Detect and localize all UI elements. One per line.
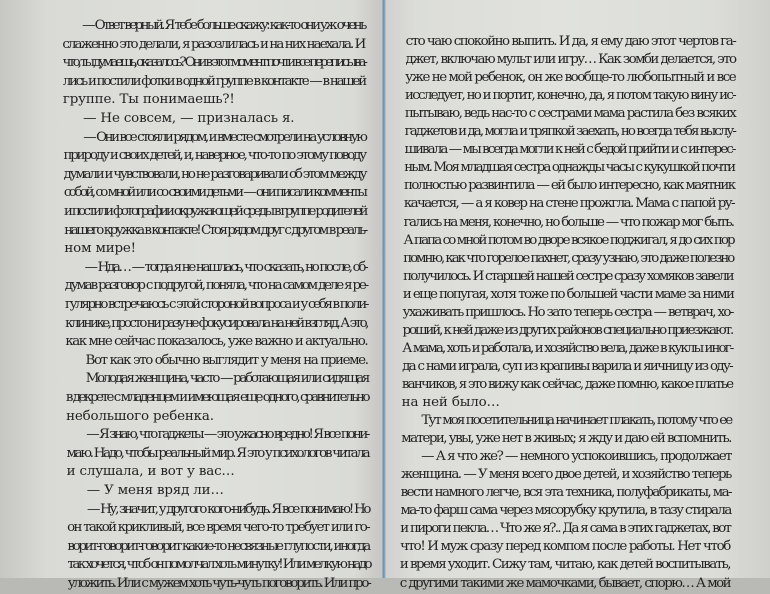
text-line: клинике, просто ни разу не фокусировала на ней взгляд. А это,	[65, 315, 367, 331]
text-line: да с нами играла, суп из крапивы варила и яичницу из оду-	[402, 358, 732, 374]
text-line: как мне сейчас показалось, уже важно и актуально.	[65, 334, 368, 350]
text-line: — У меня вряд ли…	[86, 483, 224, 498]
text-line: — Ну, значит, у другого кого-нибудь. Я все понимаю! Но	[86, 501, 370, 517]
text-line: думав разговор с подругой, поняла, что на самом деле я ре-	[64, 278, 368, 294]
text-line: джет, включаю мульт или игру… Как зомби делается, это	[405, 52, 736, 68]
text-line: думали и чувствовали, но не разговаривали об этом между	[63, 166, 366, 182]
text-line: и время уходит. Сижу там, читаю, как детей воспитывать,	[399, 557, 730, 573]
text-line: и пироги пекла… Что же я?.. Да я сама в этих гаджетах, вот	[400, 521, 731, 537]
text-line: небольшого ребенка.	[66, 408, 214, 424]
text-line: Молодая женщина, часто — работающая или сидящая	[85, 371, 369, 387]
text-line: Тут моя посетительница начинает плакать, потому что ее	[421, 413, 732, 429]
text-line: группе. Ты понимаешь?!	[62, 92, 235, 108]
text-line: что! И муж сразу перед компом после работы. Нет чтоб	[400, 539, 730, 555]
text-line: природу и своих детей, и, наверное, что-то по этому поводу	[63, 148, 365, 164]
text-line: ванчиков, я это вижу как сейчас, даже помню, какое платье	[401, 376, 733, 392]
text-line: — А я что же? — немного успокоившись, продолжает	[421, 449, 732, 465]
text-line: матери, увы, уже нет в живых; я жду и даю ей вспомнить.	[401, 431, 731, 447]
text-line: на ней было…	[401, 395, 500, 410]
text-line: — Не совсем, — призналась я.	[83, 111, 295, 126]
text-line: уложить. Или с мужем хоть чуть-чуть поговорить. Или про-	[67, 576, 370, 591]
text-line: нашего кружка в контакте! Стоя рядом друг с другом в реаль-	[64, 222, 366, 238]
text-line: что, ты думаешь, оказалось? Они в этот момент почти все переписыва-	[62, 55, 365, 71]
text-line: — Я знаю, что гаджеты — это ужасно вредно! Я все пони-	[86, 427, 368, 443]
text-line: в декрете с младенцем и имеющая еще одного, сравнительно	[65, 390, 369, 405]
text-line: с другими такими же мамочками, бывает, спорю… А мой	[399, 575, 730, 591]
text-line: сто чаю спокойно выпить. И да, я ему даю этот чертов га-	[405, 34, 736, 49]
text-line: ном мире!	[64, 241, 136, 257]
text-line: роший, к ней даже из других районов специально приезжают.	[402, 322, 733, 338]
text-line: маю. Надо, чтобы реальный мир. Я это у психологов читала	[66, 445, 369, 461]
text-line: слаженно это делали, я разозлилась и на них наехала. И	[62, 36, 365, 52]
text-line: гаджетов и да, могла и тряпкой заехать, но всегда тебя выслу-	[404, 124, 735, 140]
text-line: вести намного легче, вся эта техника, полуфабрикаты, ма-	[400, 485, 731, 501]
text-line: — Ответ верный. Я тебе больше скажу: как-то они уж очень	[82, 18, 365, 33]
text-line: — Они все стояли рядом, и вместе смотрели на условную	[83, 129, 366, 145]
text-line: Вот как это обычно выглядит у меня на приеме.	[85, 352, 368, 368]
text-line: полностью развинтила — ей было интересно, как маятник	[404, 178, 735, 194]
text-line: он такой крикливый, все время чего-то требует или го-	[67, 520, 369, 536]
text-line: — Нда… — тогда я не нашлась, что сказать, но после, об-	[84, 259, 367, 275]
text-line: помню, как что горелое пахнет, сразу узнаю, это даже полезно	[403, 250, 734, 266]
text-line: женщина. — У меня всего двое детей, и хозяйство теперь	[400, 467, 731, 483]
text-line: ухаживать пришлось. Но зато теперь сестра — ветврач, хо-	[402, 304, 733, 320]
text-line: ма-то фарш сама через мясорубку крутила, в тазу стирала	[400, 503, 731, 519]
text-line: А папа со мной потом во дворе всякое поджигал, я до сих пор	[403, 232, 734, 248]
text-line: исследует, но и портит, конечно, да, я потом такую вину ис-	[405, 88, 735, 104]
text-line: собой, со мной или со своими детьми — они писали комменты	[63, 185, 366, 201]
text-line: ным. Моя младшая сестра однажды часы с кукушкой почти	[404, 160, 735, 176]
text-line: и слушала, и вот у вас…	[66, 464, 235, 480]
text-line: гулярно встречаюсь с этой стороной вопроса и у себя в поли-	[64, 297, 368, 312]
left-page	[0, 0, 384, 591]
text-line: и еще попугая, хотя тоже по большей части маме за ними	[402, 286, 734, 302]
text-line: так хочется, чтоб он помолчал хоть минутку! Или мелкую надо	[67, 557, 371, 573]
book-gutter	[382, 0, 386, 578]
text-line: и постили фотографии окружающей среды в группе родителей	[64, 204, 366, 219]
text-line: гались на меня, конечно, но больше — что пожар мог быть.	[403, 214, 734, 230]
right-page	[384, 0, 770, 591]
text-line: уже не мой ребенок, он же вообще-то любопытный и все	[405, 70, 736, 86]
text-line: шивала — мы всегда могли к ней с бедой прийти и с интерес-	[404, 142, 735, 158]
text-line: лись и постили фотки в одной группе в контакте — в нашей	[62, 73, 365, 89]
text-line: качается, — а я ковер на стене прожгла. Мама с папой ру-	[403, 196, 734, 212]
text-line: А мама, хоть и работала, и хозяйство вела, даже в куклы иног-	[402, 340, 733, 356]
text-line: ворит-говорит-говорит какие-то несвязные глупости, иногда	[67, 538, 369, 554]
text-line: получилось. И старшей нашей сестре сразу хомяков завели	[403, 268, 733, 284]
text-line: пытываю, ведь нас-то с сестрами мама растила без всяких	[404, 106, 736, 122]
